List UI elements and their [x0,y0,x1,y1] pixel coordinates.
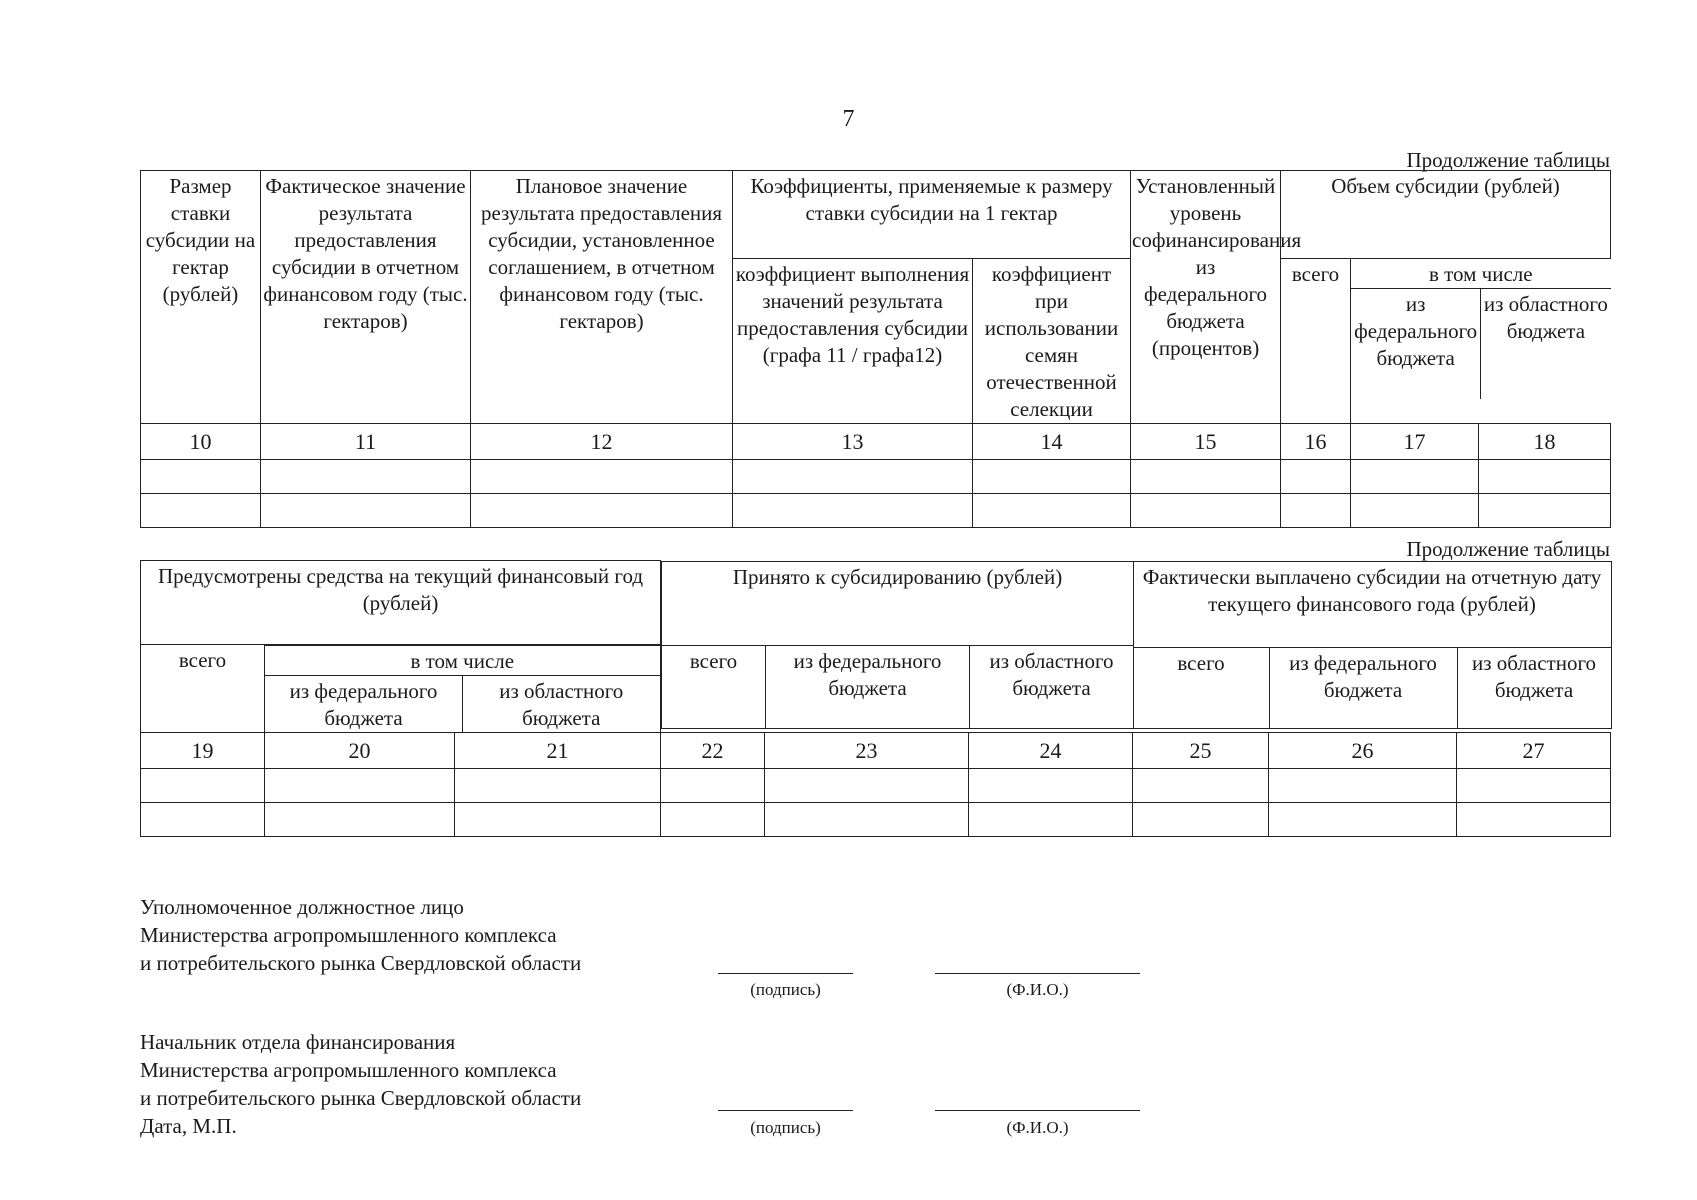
official-title-line: и потребительского рынка Свердловской области [140,951,582,975]
header-provided-regional: из областного бюджета [499,679,624,730]
column-number: 11 [261,424,471,460]
empty-cell[interactable] [455,769,661,803]
empty-cell[interactable] [265,803,455,837]
subsidy-rate-table [140,170,1611,528]
empty-cell[interactable] [969,769,1133,803]
column-number: 12 [471,424,733,460]
column-number: 10 [141,424,261,460]
empty-cell[interactable] [1457,769,1611,803]
header-provided-funds-group: Предусмотрены средства на текущий финансовый год (рублей) [141,561,661,645]
table-row [141,803,1611,837]
signature-line[interactable] [718,973,853,974]
continuation-label: Продолжение таблицы [1406,148,1610,172]
name-caption: (Ф.И.О.) [1006,980,1069,999]
column-number: 20 [265,733,455,769]
continuation-label: Продолжение таблицы [1406,537,1610,561]
empty-cell[interactable] [765,769,969,803]
column-number: 15 [1131,424,1281,460]
header-accepted-wrapper [661,561,1133,733]
empty-cell[interactable] [141,494,261,528]
empty-cell[interactable] [1131,460,1281,494]
header-volume-regional: из областного бюджета [1483,292,1608,343]
page-number: 7 [842,106,855,132]
empty-cell[interactable] [141,769,265,803]
header-subsidy-volume-group: Объем субсидии (рублей) [1281,171,1611,259]
empty-cell[interactable] [261,494,471,528]
empty-cell[interactable] [973,494,1131,528]
empty-cell[interactable] [141,803,265,837]
empty-cell[interactable] [261,460,471,494]
table-row [141,769,1611,803]
empty-cell[interactable] [1457,803,1611,837]
header-volume-federal: из федерального бюджета [1351,289,1481,400]
empty-cell[interactable] [141,460,261,494]
subsidy-payment-table [140,560,1611,837]
empty-cell[interactable] [455,803,661,837]
header-rate-per-hectare: Размер ставки субсидии на гектар (рублей) [141,171,261,424]
head-signature-block [140,1028,581,1140]
date-stamp-label: Дата, М.П. [140,1114,237,1138]
empty-cell[interactable] [661,769,765,803]
column-number: 21 [455,733,661,769]
official-title-line: Уполномоченное должностное лицо [140,895,464,919]
column-number: 25 [1133,733,1269,769]
column-number: 19 [141,733,265,769]
column-number: 18 [1479,424,1611,460]
name-line[interactable] [935,973,1140,974]
column-number: 17 [1351,424,1479,460]
empty-cell[interactable] [1479,494,1611,528]
empty-cell[interactable] [733,494,973,528]
signature-caption: (подпись) [750,980,821,999]
header-paid-wrapper [1133,561,1611,733]
head-title-line: Начальник отдела финансирования [140,1030,456,1054]
empty-cell[interactable] [471,460,733,494]
empty-cell[interactable] [1479,460,1611,494]
empty-cell[interactable] [1133,803,1269,837]
table-row [141,460,1611,494]
empty-cell[interactable] [1269,769,1457,803]
header-including: в том числе [1351,259,1611,289]
header-accepted-regional: из областного бюджета [989,648,1114,700]
column-number: 22 [661,733,765,769]
empty-cell[interactable] [661,803,765,837]
empty-cell[interactable] [471,494,733,528]
header-provided-including: в том числе [265,646,660,676]
column-number: 27 [1457,733,1611,769]
header-paid-federal: из федерального бюджета [1269,647,1457,728]
empty-cell[interactable] [1281,460,1351,494]
head-title-line: и потребительского рынка Свердловской области [140,1086,582,1110]
column-number: 14 [973,424,1131,460]
empty-cell[interactable] [1133,769,1269,803]
header-paid-group: Фактически выплачено субсидии на отчетную дату текущего финансового года (рублей) [1133,561,1611,647]
empty-cell[interactable] [973,460,1131,494]
name-caption: (Ф.И.О.) [1006,1118,1069,1137]
header-result-coefficient: коэффициент выполнения значений результата предоставления субсидии (графа 11 / графа12) [733,259,973,424]
name-line[interactable] [935,1110,1140,1111]
head-title-line: Министерства агропромышленного комплекса [140,1058,557,1082]
header-provided-including-wrapper [265,645,661,733]
header-paid-total: всего [1133,647,1269,728]
header-provided-total: всего [141,645,265,733]
empty-cell[interactable] [733,460,973,494]
header-seed-coefficient: коэффициент при использовании семян отечественной селекции [973,259,1131,424]
header-volume-total: всего [1281,259,1351,424]
official-title-line: Министерства агропромышленного комплекса [140,923,557,947]
header-planned-result: Плановое значение результата предоставления субсидии, установленное соглашением, в отчетном финансовом году (тыс. гектаров) [471,171,733,424]
empty-cell[interactable] [1351,460,1479,494]
column-number: 16 [1281,424,1351,460]
empty-cell[interactable] [969,803,1133,837]
column-number: 24 [969,733,1133,769]
signature-line[interactable] [718,1110,853,1111]
header-cofinancing-level: Установленный уровень софинансирования из федерального бюджета (процентов) [1131,171,1281,424]
header-coefficients-group: Коэффициенты, применяемые к размеру ставки субсидии на 1 гектар [733,171,1131,259]
column-number: 26 [1269,733,1457,769]
header-actual-result: Фактическое значение результата предоставления субсидии в отчетном финансовом году (тыс. гектаров) [261,171,471,424]
empty-cell[interactable] [1269,803,1457,837]
empty-cell[interactable] [1351,494,1479,528]
header-accepted-total: всего [662,645,766,728]
table-row [141,494,1611,528]
column-number: 23 [765,733,969,769]
empty-cell[interactable] [265,769,455,803]
header-accepted-federal: из федерального бюджета [766,645,970,728]
header-accepted-group: Принято к субсидированию (рублей) [662,561,1134,645]
empty-cell[interactable] [765,803,969,837]
header-provided-federal: из федерального бюджета [265,676,463,733]
column-number: 13 [733,424,973,460]
signature-caption: (подпись) [750,1118,821,1137]
official-signature-block [140,893,581,977]
header-paid-regional: из областного бюджета [1471,650,1597,702]
header-including-wrapper [1351,259,1611,424]
empty-cell[interactable] [1131,494,1281,528]
empty-cell[interactable] [1281,494,1351,528]
